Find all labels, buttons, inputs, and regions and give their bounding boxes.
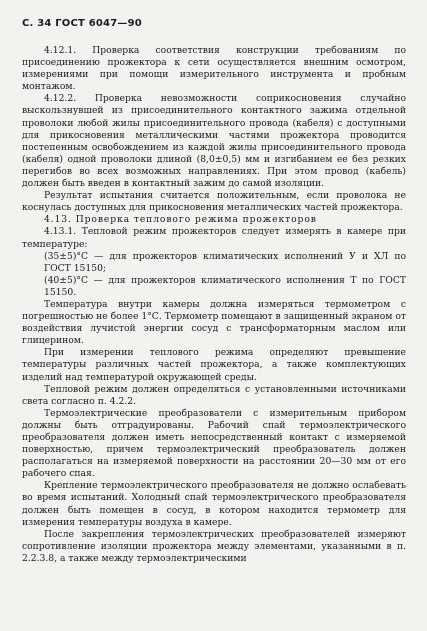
paragraph-thermocouples: Термоэлектрические преобразователи с измерительным прибором должны быть отградуированы. Рабочий спай термоэлектрического преобразователя должен иметь непосредственный контакт с измеряемой поверхностью, причем термоэлектрический преобразователь должен располагаться на измеряемой поверхности на расстоянии 20—30 мм от его рабочего спая. [22,407,406,480]
paragraph-chamber-temp: Температура внутри камеры должна измеряться термометром с погрешностью не более 1°С. Термометр помещают в защищенный экраном от воздействия лучистой энергии сосуд с трансформаторным маслом или глицерином. [22,298,406,347]
paragraph-light-sources: Тепловой режим должен определяться с установленными источниками света согласно п. 4.2.2. [22,383,406,407]
paragraph-4-12-2: 4.12.2. Проверка невозможности соприкосновения случайно выскользнувшей из присоединительного контактного зажима отдельной проволоки любой жилы присоединительного провода (кабеля) с доступными для прикосновения металлическими частями прожектора проводится постепенным освобождением из каждой жилы присоединительного провода (кабеля) одной проволоки длиной (8,0±0,5) мм и изгибанием ее без резких перегибов во всех возможных направлениях. При этом провод (кабель) должен быть введен в контактный зажим до самой изоляции. [22,93,406,190]
paragraph-measurement: При измерении теплового режима определяют превышение температуры различных частей прожектора, а также комплектующих изделий над температурой окружающей среды. [22,347,406,383]
paragraph-4-13-1: 4.13.1. Тепловой режим прожекторов следует измерять в камере при температуре: [22,226,406,250]
paragraph-temp-35: (35±5)°С — для прожекторов климатических исполнений У и ХЛ по ГОСТ 15150; [44,250,406,274]
paragraph-4-12-1: 4.12.1. Проверка соответствия конструкции требованиям по присоединению прожектора к сети осуществляется внешним осмотром, измерениями при помощи измерительного инструмента и пробным монтажом. [22,45,406,93]
section-title-4-13: 4.13. Проверка теплового режима прожекторов [44,214,317,226]
page-header: С. 34 ГОСТ 6047—90 [22,18,142,29]
paragraph-insulation: После закрепления термоэлектрических преобразователей измеряют сопротивление изоляции прожектора между элементами, указанными в п. 2.2.3.8, а также между термоэлектрическими [22,528,406,564]
paragraph-temp-40: (40±5)°С — для прожекторов климатического исполнения Т по ГОСТ 15150. [44,274,406,298]
paragraph-mounting: Крепление термоэлектрического преобразователя не должно ослабевать во время испытаний. Холодный спай термоэлектрического преобразователя должен быть помещен в сосуд, в котором находится термометр для измерения температуры воздуха в камере. [22,480,406,528]
document-body [22,45,406,565]
paragraph-result: Результат испытания считается положительным, если проволока не коснулась доступных для прикосновения металлических частей прожектора. [22,190,406,214]
